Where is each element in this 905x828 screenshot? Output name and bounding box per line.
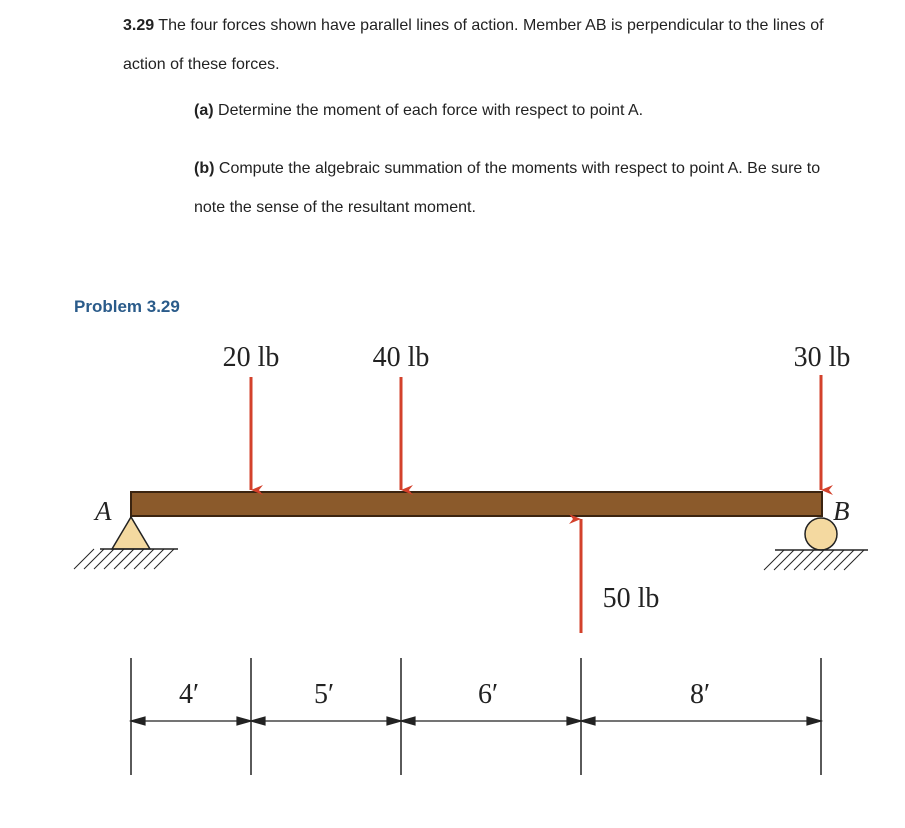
roller-support-b <box>764 518 868 570</box>
part-b-text-1: Compute the algebraic summation of the moments with respect to point A. Be sure to <box>218 160 821 177</box>
point-a-label: A <box>95 496 112 526</box>
problem-text-1: The four forces shown have parallel lines of action. Member AB is perpendicular to the lines of <box>158 17 824 34</box>
part-a-label: (a) <box>194 102 214 119</box>
part-b-label: (b) <box>194 160 215 177</box>
force-30lb-label: 30 lb <box>793 342 851 373</box>
span-5ft-label: 5′ <box>313 679 335 710</box>
span-8ft-label: 8′ <box>689 679 711 710</box>
dimension-extension-lines <box>131 658 821 775</box>
beam-ab <box>131 492 822 516</box>
part-a-text: Determine the moment of each force with respect to point A. <box>218 102 644 119</box>
span-4ft-label: 4′ <box>178 679 200 710</box>
pin-support-a <box>74 517 178 569</box>
dimension-lines <box>131 717 821 725</box>
force-20lb-label: 20 lb <box>222 342 280 373</box>
force-50lb-label: 50 lb <box>602 583 660 614</box>
force-40lb-label: 40 lb <box>372 342 430 373</box>
point-b-label: B <box>833 496 850 526</box>
span-6ft-label: 6′ <box>477 679 499 710</box>
part-b-text-2: note the sense of the resultant moment. <box>194 199 476 216</box>
problem-text-2: action of these forces. <box>123 56 280 73</box>
figure-label: Problem 3.29 <box>74 297 180 316</box>
problem-number: 3.29 <box>123 17 155 34</box>
